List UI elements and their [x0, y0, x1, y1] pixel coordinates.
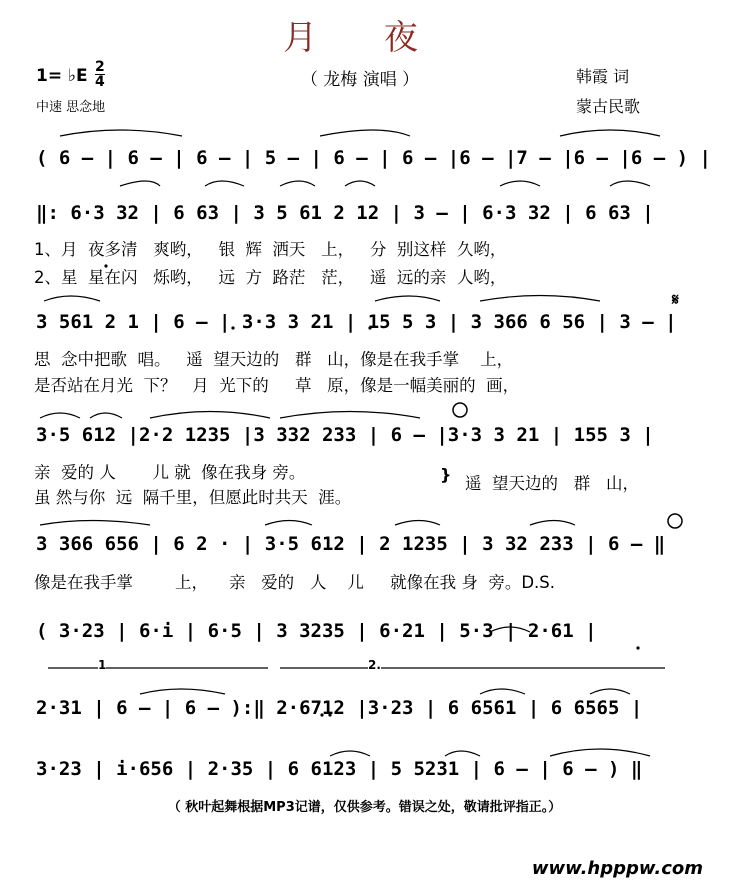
score-row-coda: 3·23 | i·656 | 2·35 | 6 6123 | 5 5231 | 6 – | 6 – ) ‖	[36, 758, 643, 780]
lyric-verse1-row3: 思 念中把歌 唱。 遥 望天边的 群 山，像是在我手掌 上，	[34, 350, 514, 369]
transcription-note: （ 秋叶起舞根据MP3记谱，仅供参考。错误之处，敬请批评指正。）	[167, 800, 562, 815]
song-title: 月 夜	[283, 18, 446, 58]
brace-icon: }	[440, 465, 452, 484]
segno-icon: 𝄋	[672, 290, 679, 309]
score-row-interlude: ( 3·23 | 6·i | 6·5 | 3 3235 | 6·21 | 5·3 | 2·61 |	[36, 620, 597, 642]
lyric-verse2-row3: 是否站在月光 下？ 月 光下的 草 原，像是一幅美丽的 画，	[34, 376, 520, 395]
score-row-intro: ( 6 – | 6 – | 6 – | 5 – | 6 – | 6 – |6 – |7 – |6 – |6 – ) |	[36, 147, 711, 169]
score-row-endings: 2·31 | 6 – | 6 – ):‖ 2·6712 |3·23 | 6 6561 | 6 6565 |	[36, 697, 643, 719]
score-row-4: 3·5 612 |2·2 1235 |3 332 233 | 6 – |3·3 3 21 | 155 3 |	[36, 424, 654, 446]
lyric-verse1-row2: 1、月 夜多清 爽哟， 银 辉 洒天 上， 分 别这样 久哟，	[34, 240, 507, 259]
lyric-verse2-row2: 2、星 星在闪 烁哟， 远 方 路茫 茫， 遥 远的亲 人哟，	[34, 268, 507, 287]
lyric-verse2-row4: 虽 然与你 远 隔千里，但愿此时共天 涯。	[34, 488, 352, 507]
lyric-shared-row4: 遥 望天边的 群 山，	[465, 474, 639, 493]
lyric-verse1-row4: 亲 爱的 人 儿 就 像在我身 旁。	[34, 463, 306, 482]
first-ending-label: 1	[98, 658, 107, 672]
lyricist-credit: 韩霞 词	[576, 67, 630, 86]
score-row-2: ‖: 6·3 32 | 6 63 | 3 5 61 2 12 | 3 – | 6·3 32 | 6 63 |	[36, 202, 654, 224]
site-watermark: www.hpppw.com	[531, 858, 703, 879]
composer-credit: 蒙古民歌	[576, 97, 641, 116]
performer-line: （ 龙梅 演唱 ）	[300, 70, 420, 90]
score-row-3: 3 561 2 1 | 6 – | 3·3 3 21 | 15 5 3 | 3 366 6 56 | 3 – |	[36, 311, 677, 333]
key-signature: 1= ♭E	[36, 66, 88, 86]
time-denominator: 4	[95, 74, 105, 90]
time-numerator: 2	[95, 59, 105, 75]
score-row-5: 3 366 656 | 6 2 · | 3·5 612 | 2 1235 | 3 32 233 | 6 – ‖	[36, 533, 666, 555]
tempo-marking: 中速 思念地	[36, 100, 106, 115]
lyric-row5: 像是在我手掌 上， 亲 爱的 人 儿 就像在我 身 旁。D.S.	[34, 573, 556, 592]
second-ending-label: 2.	[368, 658, 381, 672]
